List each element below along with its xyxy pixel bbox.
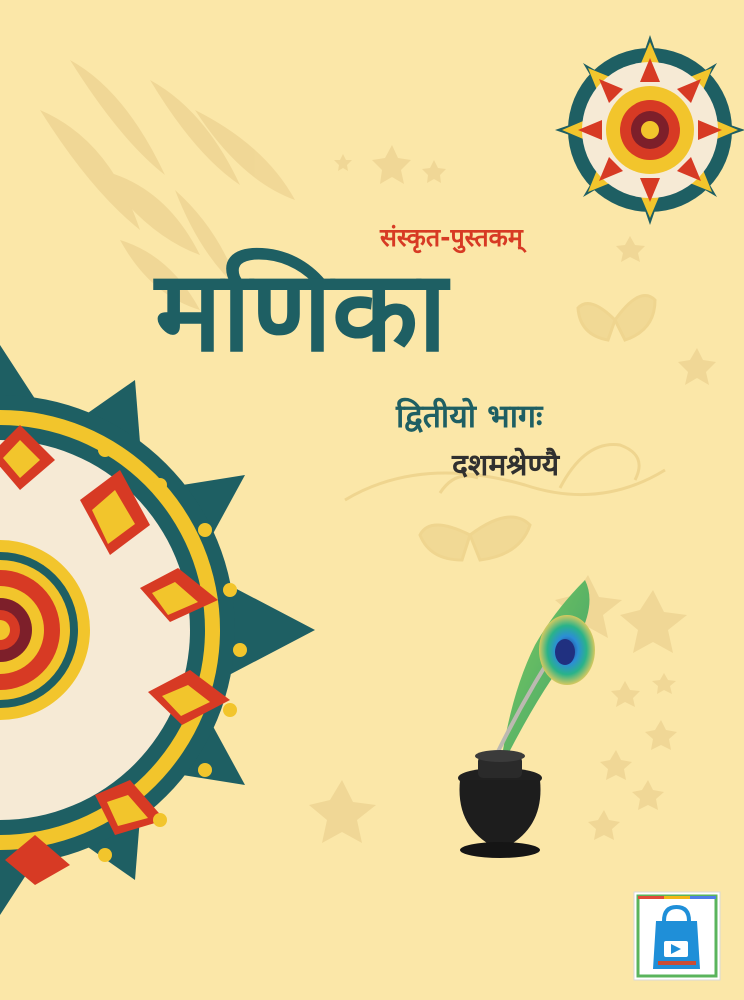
inkpot-icon <box>458 750 542 858</box>
top-right-mandala <box>555 35 744 225</box>
publisher-badge <box>633 891 721 981</box>
left-mandala <box>0 345 315 915</box>
book-title: मणिका <box>155 247 447 377</box>
book-part: द्वितीयो भागः <box>396 397 543 435</box>
book-subtitle: संस्कृत-पुस्तकम् <box>380 223 523 252</box>
shopping-bag-icon <box>633 891 721 981</box>
book-class: दशमश्रेण्यै <box>452 448 560 483</box>
